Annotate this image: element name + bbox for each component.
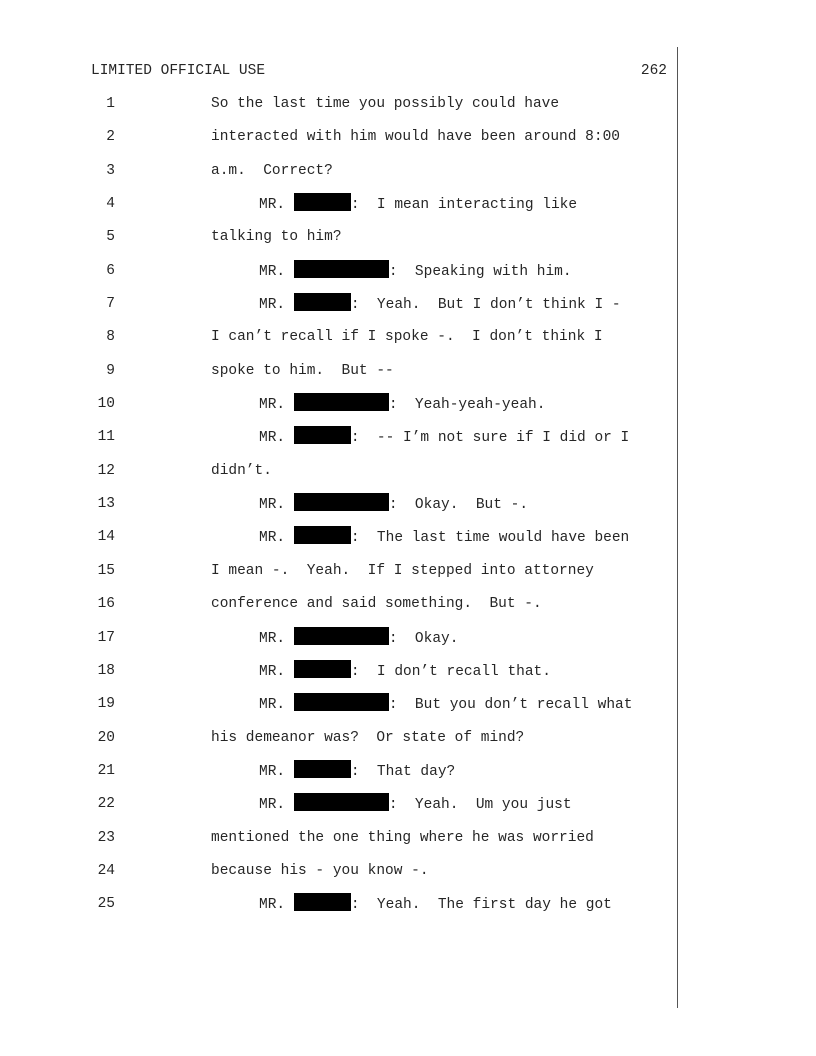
transcript-line (0, 593, 676, 626)
speaker-line (259, 193, 577, 216)
line-text: interacted with him would have been around 8:00 (211, 129, 620, 146)
transcript-line (0, 160, 676, 193)
line-text: didn’t. (211, 462, 272, 479)
speaker-prefix: MR. (259, 630, 294, 647)
speaker-prefix: MR. (259, 663, 294, 680)
redaction-box (294, 760, 351, 778)
line-text: I can’t recall if I spoke -. I don’t think I (211, 329, 603, 346)
transcript-lines (0, 93, 676, 927)
transcript-line (0, 560, 676, 593)
speaker-text: : The last time would have been (350, 530, 630, 547)
line-number: 6 (106, 262, 115, 279)
speaker-prefix: MR. (259, 763, 294, 780)
line-number: 23 (97, 829, 115, 846)
speaker-line (259, 793, 572, 816)
speaker-prefix: MR. (259, 197, 294, 214)
speaker-line (259, 393, 545, 416)
speaker-line (259, 660, 551, 683)
line-number: 12 (97, 462, 115, 479)
transcript-line (0, 326, 676, 359)
speaker-text: : I mean interacting like (350, 197, 578, 214)
line-number: 15 (97, 562, 115, 579)
speaker-prefix: MR. (259, 297, 294, 314)
transcript-line (0, 627, 676, 660)
speaker-text: : Okay. But -. (388, 497, 529, 514)
speaker-text: : But you don’t recall what (388, 697, 633, 714)
line-number: 18 (97, 662, 115, 679)
transcript-line (0, 426, 676, 459)
line-number: 10 (97, 396, 115, 413)
line-number: 19 (97, 696, 115, 713)
transcript-line (0, 260, 676, 293)
right-margin-rule (677, 47, 678, 1008)
speaker-prefix: MR. (259, 430, 294, 447)
speaker-prefix: MR. (259, 397, 294, 414)
speaker-text: : Yeah. The first day he got (350, 897, 612, 914)
redaction-box (294, 193, 351, 211)
redaction-box (294, 660, 351, 678)
redaction-box (294, 293, 351, 311)
redaction-box (294, 893, 351, 911)
line-text: his demeanor was? Or state of mind? (211, 729, 525, 746)
line-number: 14 (97, 529, 115, 546)
speaker-line (259, 693, 632, 716)
redaction-box (294, 493, 389, 511)
line-text: So the last time you possibly could have (211, 96, 560, 112)
line-text: mentioned the one thing where he was worried (211, 829, 594, 846)
classification-label: LIMITED OFFICIAL USE (91, 63, 266, 79)
speaker-prefix: MR. (259, 797, 294, 814)
transcript-line (0, 393, 676, 426)
speaker-prefix: MR. (259, 897, 294, 914)
line-text: a.m. Correct? (211, 162, 333, 179)
speaker-line (259, 627, 458, 650)
speaker-prefix: MR. (259, 697, 294, 714)
redaction-box (294, 793, 389, 811)
line-number: 8 (106, 329, 115, 346)
line-text: talking to him? (211, 229, 342, 246)
line-number: 9 (106, 362, 115, 379)
page-header (91, 61, 667, 81)
speaker-line (259, 493, 528, 516)
line-number: 24 (97, 862, 115, 879)
speaker-line (259, 260, 572, 283)
transcript-line (0, 693, 676, 726)
transcript-line (0, 827, 676, 860)
transcript-line (0, 226, 676, 259)
line-number: 5 (106, 229, 115, 246)
redaction-box (294, 627, 389, 645)
page-number: 262 (640, 63, 667, 79)
transcript-line (0, 193, 676, 226)
transcript-line (0, 293, 676, 326)
line-number: 22 (97, 796, 115, 813)
redaction-box (294, 393, 389, 411)
speaker-line (259, 760, 455, 783)
line-number: 21 (97, 762, 115, 779)
line-number: 20 (97, 729, 115, 746)
transcript-line (0, 126, 676, 159)
transcript-line (0, 493, 676, 526)
speaker-prefix: MR. (259, 263, 294, 280)
line-number: 16 (97, 596, 115, 613)
transcript-line (0, 360, 676, 393)
line-number: 1 (106, 96, 115, 112)
redaction-box (294, 526, 351, 544)
line-number: 25 (97, 896, 115, 913)
speaker-line (259, 526, 629, 549)
speaker-text: : Yeah-yeah-yeah. (388, 397, 546, 414)
transcript-line (0, 893, 676, 926)
speaker-line (259, 893, 612, 916)
speaker-line (259, 293, 621, 316)
line-text: spoke to him. But -- (211, 362, 394, 379)
line-number: 3 (106, 162, 115, 179)
line-text: conference and said something. But -. (211, 596, 542, 613)
speaker-text: : Speaking with him. (388, 263, 572, 280)
line-text: because his - you know -. (211, 862, 429, 879)
speaker-text: : Yeah. Um you just (388, 797, 572, 814)
transcript-line (0, 660, 676, 693)
transcript-line (0, 727, 676, 760)
speaker-text: : I don’t recall that. (350, 663, 551, 680)
line-number: 2 (106, 129, 115, 146)
speaker-text: : That day? (350, 763, 456, 780)
transcript-line (0, 860, 676, 893)
transcript-line (0, 460, 676, 493)
line-number: 11 (97, 429, 115, 446)
redaction-box (294, 426, 351, 444)
line-number: 17 (97, 629, 115, 646)
transcript-line (0, 526, 676, 559)
transcript-line (0, 760, 676, 793)
redaction-box (294, 693, 389, 711)
line-number: 13 (97, 496, 115, 513)
transcript-line (0, 793, 676, 826)
speaker-prefix: MR. (259, 497, 294, 514)
transcript-line (0, 93, 676, 126)
line-number: 7 (106, 296, 115, 313)
speaker-prefix: MR. (259, 530, 294, 547)
speaker-text: : Okay. (388, 630, 459, 647)
speaker-line (259, 426, 629, 449)
speaker-text: : Yeah. But I don’t think I - (350, 297, 621, 314)
line-text: I mean -. Yeah. If I stepped into attorney (211, 562, 594, 579)
speaker-text: : -- I’m not sure if I did or I (350, 430, 630, 447)
redaction-box (294, 260, 389, 278)
line-number: 4 (106, 196, 115, 213)
